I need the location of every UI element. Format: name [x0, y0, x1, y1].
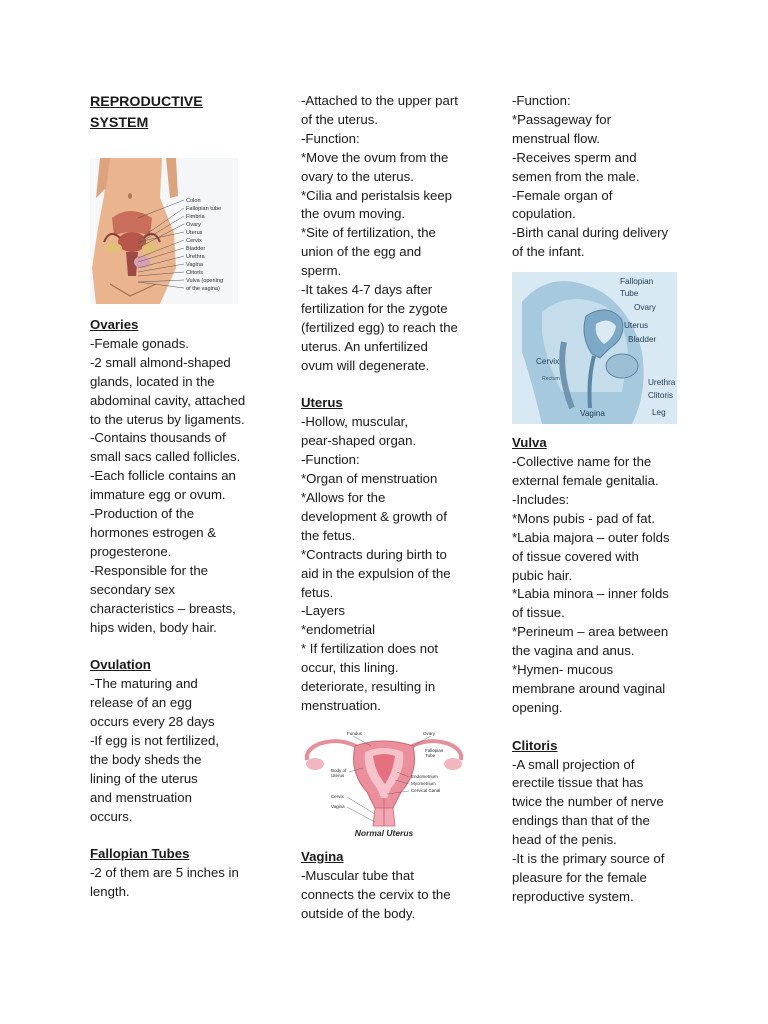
body-text-line: occur, this lining. [301, 660, 399, 676]
body-text-line: -A small projection of [512, 756, 635, 772]
diagram-label: Endometrium [411, 773, 438, 779]
diagram-label: Tube [425, 752, 436, 758]
body-text-line: pear-shaped organ. [301, 433, 417, 449]
section-heading: Fallopian Tubes [90, 846, 190, 862]
body-text-line: -Function: [301, 452, 360, 468]
section-heading: Vagina [301, 848, 344, 864]
diagram-label: Uterus [186, 230, 203, 236]
diagram-label: Vagina [580, 409, 605, 419]
body-text-line: of the infant. [512, 244, 585, 260]
body-text-line: union of the egg and [301, 244, 422, 260]
column-1 [90, 92, 265, 902]
body-text-line: fertilization for the zygote [301, 300, 448, 316]
body-text-line: *Mons pubis - pad of fat. [512, 510, 655, 526]
body-text-line: -Production of the [90, 506, 195, 522]
diagram-label: Cervical Canal [411, 787, 441, 793]
body-text-line: the fetus. [301, 527, 356, 543]
body-text-line: glands, located in the [90, 373, 215, 389]
diagram-label: Cervix [186, 238, 202, 244]
body-text-line: opening. [512, 699, 563, 715]
body-text-line: -2 of them are 5 inches in [90, 865, 239, 881]
female-anatomy-diagram [90, 158, 265, 304]
body-text-line: *Labia minora – inner folds [512, 586, 669, 602]
column-3 [512, 92, 687, 907]
section-heading: Vulva [512, 435, 547, 451]
body-text-line: -Female gonads. [90, 335, 189, 351]
section-heading: Ovulation [90, 657, 151, 673]
body-text-line: -Includes: [512, 491, 570, 507]
body-text-line: *Allows for the [301, 490, 386, 506]
body-text-line: menstruation. [301, 697, 381, 713]
diagram-label: Ovary [634, 303, 656, 313]
body-text-line: abdominal cavity, attached [90, 392, 246, 408]
diagram-label: Uterus [624, 321, 649, 331]
body-text-line: -Layers [301, 603, 345, 619]
body-text-line: *Passageway for [512, 111, 611, 127]
body-text-line: -Collective name for the [512, 454, 652, 470]
body-text-line: *endometrial [301, 622, 376, 638]
body-text-line: development & growth of [301, 508, 447, 524]
body-text-line: uterus. An unfertilized [301, 338, 428, 354]
body-text-line: and menstruation [90, 789, 192, 805]
body-text-line: -Hollow, muscular, [301, 414, 408, 430]
body-text-line: hormones estrogen & [90, 524, 217, 540]
body-text-line: ovary to the uterus. [301, 168, 414, 184]
body-text-line: twice the number of nerve [512, 794, 664, 810]
body-text-line: secondary sex [90, 581, 176, 597]
pelvic-cross-section-diagram [512, 272, 687, 424]
diagram-label: Cervix [331, 793, 344, 799]
body-text-line: -Contains thousands of [90, 430, 226, 446]
body-text-line: endings than that of the [512, 813, 650, 829]
diagram-label: Fallopian [425, 747, 444, 753]
body-text-line: *Perineum – area between [512, 624, 669, 640]
diagram-label: Body of [331, 767, 347, 773]
body-text-line: erectile tissue that has [512, 775, 644, 791]
diagram-label: Myometrium [411, 780, 436, 786]
section-heading: Ovaries [90, 317, 139, 332]
body-text-line: the body sheds the [90, 751, 202, 767]
diagram-label: Fallopian tube [186, 206, 222, 212]
body-text-line: of tissue. [512, 605, 565, 621]
diagram-label: Bladder [628, 335, 657, 345]
body-text-line: hips widen, body hair. [90, 619, 217, 635]
diagram-label: Fallopian [620, 277, 654, 287]
diagram-label: Cervix [536, 357, 560, 367]
body-text-line: -Responsible for the [90, 562, 209, 578]
diagram-label: Clitoris [648, 391, 674, 401]
body-text-line: connects the cervix to the [301, 886, 451, 902]
diagram-label: Vulva (opening [186, 278, 224, 284]
body-text-line: to the uterus by ligaments. [90, 411, 245, 427]
spacer [90, 826, 265, 845]
spacer [301, 376, 476, 395]
body-text-line: -It takes 4-7 days after [301, 282, 433, 298]
diagram-label: Ovary [423, 730, 436, 736]
body-text-line: head of the penis. [512, 832, 617, 848]
pelvic-cross-section-diagram-svg [512, 272, 677, 424]
body-text-line: pubic hair. [512, 567, 573, 583]
normal-uterus-diagram-svg [301, 728, 466, 838]
section-heading: SYSTEM [90, 115, 149, 131]
body-text-line: -Birth canal during delivery [512, 225, 669, 241]
body-text-line: of tissue covered with [512, 548, 639, 564]
body-text-line: *Cilia and peristalsis keep [301, 187, 452, 203]
body-text-line: outside of the body. [301, 905, 416, 921]
body-text-line: *Contracts during birth to [301, 546, 447, 562]
spacer [512, 718, 687, 737]
diagram-label: Fundus [347, 730, 363, 736]
body-text-line: -Receives sperm and [512, 149, 637, 165]
spacer [90, 637, 265, 656]
body-text-line: aid in the expulsion of the [301, 565, 451, 581]
diagram-label: Colon [186, 198, 201, 204]
body-text-line: progesterone. [90, 543, 172, 559]
body-text-line: the vagina and anus. [512, 643, 635, 659]
diagram-label: Bladder [186, 246, 206, 252]
diagram-label: Vagina [186, 262, 204, 268]
body-text-line: external female genitalia. [512, 472, 659, 488]
diagram-label: Clitoris [186, 270, 204, 276]
body-text-line: *Hymen- mucous [512, 662, 614, 678]
diagram-label: Rectum [542, 376, 560, 383]
body-text-line: menstrual flow. [512, 130, 600, 146]
body-text-line: -Function: [512, 93, 571, 108]
body-text-line: * If fertilization does not [301, 641, 439, 657]
body-text-line: characteristics – breasts, [90, 600, 236, 616]
body-text-line: *Move the ovum from the [301, 149, 449, 165]
body-text-line: lining of the uterus [90, 770, 198, 786]
body-text-line: -It is the primary source of [512, 851, 665, 867]
body-text-line: (fertilized egg) to reach the [301, 319, 458, 335]
diagram-label: Tube [620, 289, 639, 299]
normal-uterus-diagram [301, 728, 476, 838]
section-heading: Uterus [301, 395, 343, 411]
body-text-line: membrane around vaginal [512, 680, 666, 696]
diagram-label: of the vagina) [186, 286, 220, 292]
body-text-line: the ovum moving. [301, 206, 406, 222]
female-anatomy-diagram-svg [90, 158, 238, 304]
body-text-line: deteriorate, resulting in [301, 679, 436, 695]
section-heading: REPRODUCTIVE [90, 94, 203, 110]
body-text-line: reproductive system. [512, 888, 634, 904]
body-text-line: semen from the male. [512, 168, 640, 184]
body-text-line: sperm. [301, 263, 342, 279]
body-text-line: pleasure for the female [512, 869, 647, 885]
body-text-line: copulation. [512, 206, 576, 222]
body-text-line: occurs every 28 days [90, 714, 215, 730]
diagram-label: Uterus [331, 772, 345, 778]
column-2 [301, 92, 476, 924]
body-text-line: of the uterus. [301, 111, 378, 127]
diagram-label: Urethra [648, 378, 676, 388]
diagram-label: Ovary [186, 222, 201, 228]
body-text-line: -2 small almond-shaped [90, 354, 231, 370]
body-text-line: *Labia majora – outer folds [512, 529, 670, 545]
body-text-line: *Site of fertilization, the [301, 225, 436, 241]
diagram-label: Normal Uterus [354, 827, 414, 838]
body-text-line: -If egg is not fertilized, [90, 732, 220, 748]
body-text-line: *Organ of menstruation [301, 471, 438, 487]
diagram-label: Fimbria [186, 214, 205, 220]
body-text-line: occurs. [90, 808, 133, 824]
body-text-line: length. [90, 884, 130, 900]
body-text-line: -Each follicle contains an [90, 468, 236, 484]
body-text-line: small sacs called follicles. [90, 449, 241, 465]
body-text-line: -Female organ of [512, 187, 613, 203]
body-text-line: -The maturing and [90, 676, 198, 692]
diagram-label: Urethra [186, 254, 205, 260]
body-text-line: -Muscular tube that [301, 867, 414, 883]
diagram-label: Leg [652, 408, 666, 418]
body-text-line: -Attached to the upper part [301, 93, 458, 108]
section-heading: Clitoris [512, 737, 558, 753]
diagram-label: Vagina [331, 803, 345, 809]
body-text-line: -Function: [301, 130, 360, 146]
body-text-line: ovum will degenerate. [301, 357, 430, 373]
body-text-line: fetus. [301, 584, 334, 600]
body-text-line: release of an egg [90, 695, 192, 711]
body-text-line: immature egg or ovum. [90, 487, 226, 503]
